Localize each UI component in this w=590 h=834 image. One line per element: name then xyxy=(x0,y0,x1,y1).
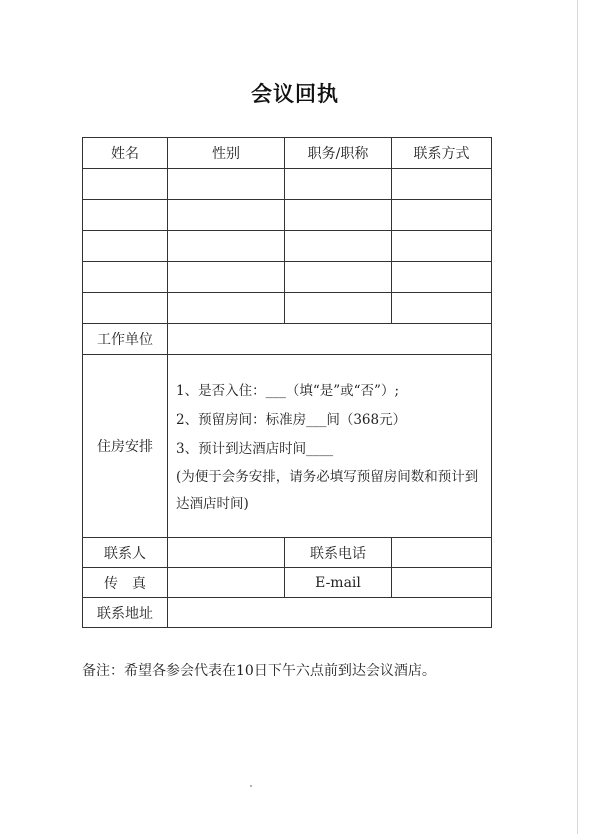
table-row xyxy=(83,293,492,324)
name-cell[interactable] xyxy=(83,293,168,324)
lodging-content[interactable] xyxy=(168,355,492,538)
name-cell[interactable] xyxy=(83,169,168,200)
address-label: 联系地址 xyxy=(83,598,168,628)
header-position: 职务/职称 xyxy=(285,138,392,169)
contact-cell[interactable] xyxy=(392,169,492,200)
work-unit-row xyxy=(83,324,492,355)
contact-phone-label: 联系电话 xyxy=(285,538,392,568)
address-field[interactable] xyxy=(168,598,492,628)
name-cell[interactable] xyxy=(83,200,168,231)
table-row xyxy=(83,200,492,231)
scan-dot xyxy=(250,785,252,787)
lodging-check-in-line: 1、是否入住：___（填“是”或“否”）; xyxy=(176,382,399,399)
contact-phone-field[interactable] xyxy=(392,538,492,568)
contact-cell[interactable] xyxy=(392,293,492,324)
lodging-arrival-line: 3、预计到达酒店时间____ xyxy=(176,440,334,457)
work-unit-field[interactable] xyxy=(168,324,492,355)
header-gender: 性别 xyxy=(168,138,285,169)
lodging-room-line: 2、预留房间：标准房___间（368元） xyxy=(176,411,407,428)
position-cell[interactable] xyxy=(285,169,392,200)
page-title: 会议回执 xyxy=(251,82,339,106)
position-cell[interactable] xyxy=(285,262,392,293)
lodging-label: 住房安排 xyxy=(83,355,168,538)
fax-row xyxy=(83,568,492,598)
email-label: E-mail xyxy=(285,568,392,598)
contact-cell[interactable] xyxy=(392,262,492,293)
contact-cell[interactable] xyxy=(392,231,492,262)
table-row xyxy=(83,262,492,293)
work-unit-label: 工作单位 xyxy=(83,324,168,355)
gender-cell[interactable] xyxy=(168,293,285,324)
table-row xyxy=(83,231,492,262)
lodging-note: (为便于会务安排，请务必填写预留房间数和预计到达酒店时间) xyxy=(176,468,479,512)
gender-cell[interactable] xyxy=(168,169,285,200)
name-cell[interactable] xyxy=(83,231,168,262)
header-contact: 联系方式 xyxy=(392,138,492,169)
page-edge-line xyxy=(577,0,578,834)
contact-person-label: 联系人 xyxy=(83,538,168,568)
gender-cell[interactable] xyxy=(168,262,285,293)
email-field[interactable] xyxy=(392,568,492,598)
fax-label: 传 真 xyxy=(83,568,168,598)
table-row xyxy=(83,169,492,200)
position-cell[interactable] xyxy=(285,231,392,262)
contact-cell[interactable] xyxy=(392,200,492,231)
gender-cell[interactable] xyxy=(168,231,285,262)
name-cell[interactable] xyxy=(83,262,168,293)
receipt-form-table xyxy=(82,137,492,628)
fax-field[interactable] xyxy=(168,568,285,598)
remark-note: 备注：希望各参会代表在10日下午六点前到达会议酒店。 xyxy=(82,663,436,679)
gender-cell[interactable] xyxy=(168,200,285,231)
position-cell[interactable] xyxy=(285,200,392,231)
contact-person-field[interactable] xyxy=(168,538,285,568)
header-name: 姓名 xyxy=(83,138,168,169)
lodging-row xyxy=(83,355,492,538)
address-row xyxy=(83,598,492,628)
contact-person-row xyxy=(83,538,492,568)
table-header-row xyxy=(83,138,492,169)
position-cell[interactable] xyxy=(285,293,392,324)
